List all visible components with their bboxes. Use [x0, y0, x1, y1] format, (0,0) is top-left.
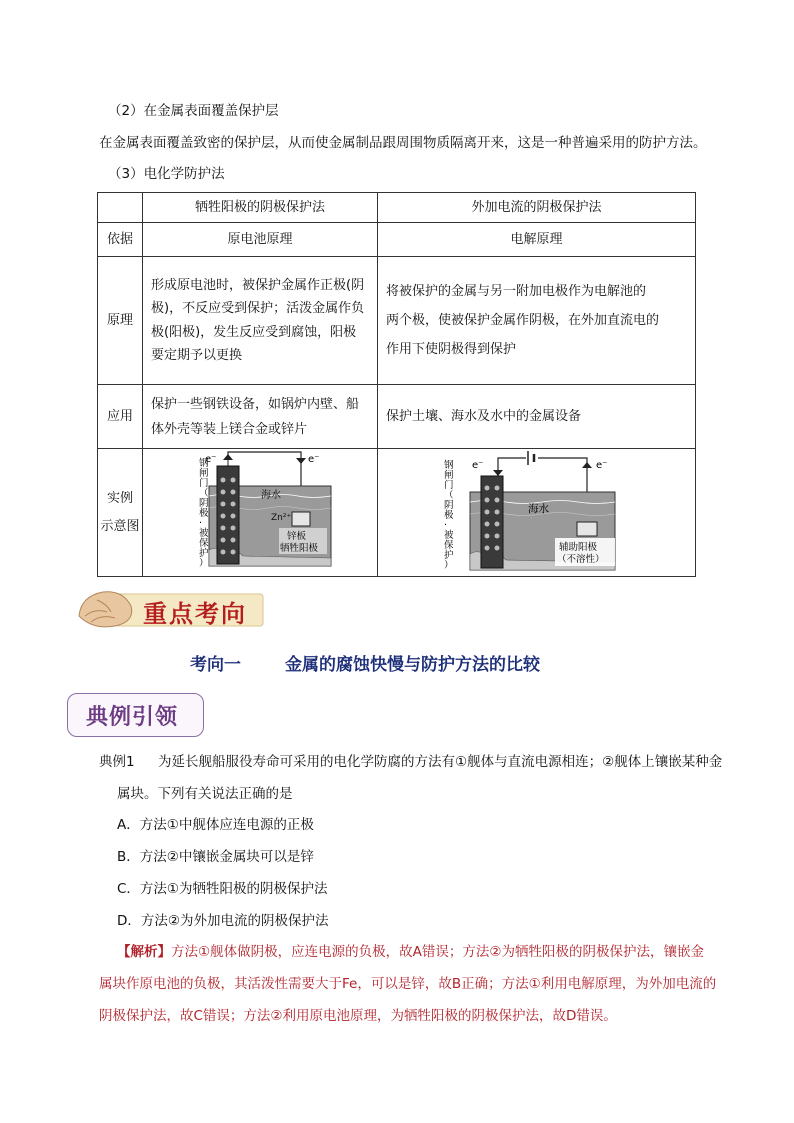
cell-line: 将被保护的金属与另一附加电极作为电解池的: [386, 284, 647, 299]
svg-text:（: （: [444, 489, 454, 501]
row-label-line: 实例: [106, 490, 133, 506]
svg-text:门: 门: [444, 479, 454, 491]
example-label: 典例1: [99, 754, 135, 770]
gate-label: [444, 459, 454, 571]
topic-label: 考向一: [190, 655, 241, 675]
table-row: [98, 385, 696, 449]
svg-text:被: 被: [199, 527, 209, 539]
row-label: 原理: [98, 257, 143, 385]
table-header-row: [98, 193, 696, 223]
analysis-line2: 属块作原电池的负极，其活泼性需要大于Fe，可以是锌，故B正确；方法①利用电解原理，为外加电流的: [99, 976, 717, 992]
key-focus-banner: [75, 586, 265, 630]
cell-line: 极(阳极)，发生反应受到腐蚀，阳极: [151, 324, 357, 340]
svg-text:·: ·: [199, 517, 203, 529]
anode-label: （不溶性）: [557, 553, 605, 565]
row-label-line: 示意图: [100, 518, 140, 534]
svg-text:被: 被: [444, 529, 454, 541]
table-row: [98, 223, 696, 257]
cell: 电解原理: [378, 223, 696, 257]
table-row: [98, 449, 696, 577]
table-row: [98, 257, 696, 385]
electron-label: e⁻: [205, 453, 217, 465]
sea-label: 海水: [528, 502, 549, 515]
svg-text:护: 护: [444, 549, 454, 561]
impressed-current-diagram: [378, 450, 698, 576]
svg-text:阴: 阴: [444, 499, 454, 511]
svg-text:（: （: [199, 487, 209, 499]
cell: 原电池原理: [143, 223, 378, 257]
cell: 保护土壤、海水及水中的金属设备: [378, 385, 696, 449]
svg-text:极: 极: [199, 507, 209, 519]
comparison-table: [97, 192, 696, 577]
table-header-sacrificial: 牺牲阳极的阴极保护法: [143, 193, 378, 223]
analysis-line3: 阴极保护法，故C错误；方法②利用原电池原理，为牺牲阳极的阴极保护法，故D错误。: [99, 1008, 617, 1024]
svg-text:护: 护: [199, 547, 209, 559]
section3-title: （3）电化学防护法: [108, 166, 225, 182]
svg-text:钢: 钢: [444, 459, 454, 471]
diagram-cell-impressed: [378, 449, 696, 577]
svg-text:·: ·: [444, 519, 448, 531]
row-label: 依据: [98, 223, 143, 257]
electron-label: e⁻: [596, 459, 608, 471]
example-banner-title: 典例引领: [86, 704, 179, 730]
ion-label: Zn²⁺: [271, 512, 292, 523]
example-banner: [67, 693, 204, 737]
svg-text:）: ）: [444, 559, 454, 571]
cell-line: 形成原电池时，被保护金属作正极(阴: [151, 277, 365, 293]
svg-text:）: ）: [199, 557, 209, 569]
anode-label: 辅助阳极: [559, 541, 598, 553]
diagram-cell-sacrificial: [143, 449, 378, 577]
table-header-impressed: 外加电流的阴极保护法: [378, 193, 696, 223]
cell-line: 要定期予以更换: [151, 348, 243, 363]
option-b: B．方法②中镶嵌金属块可以是锌: [117, 849, 314, 865]
svg-text:闸: 闸: [444, 469, 454, 481]
analysis-text: 方法①舰体做阴极，应连电源的负极，故A错误；方法②为牺牲阳极的阴极保护法，镶嵌金: [171, 944, 704, 960]
anode-label: 牺牲阳极: [280, 542, 319, 554]
section2-title: （2）在金属表面覆盖保护层: [108, 103, 279, 119]
svg-text:极: 极: [444, 509, 454, 521]
key-focus-title: 重点考向: [143, 599, 247, 628]
cell: [143, 385, 378, 449]
svg-text:保: 保: [199, 537, 209, 549]
gate-label: [199, 457, 209, 569]
cell-line: 作用下使阴极得到保护: [386, 342, 517, 357]
electron-label: e⁻: [472, 459, 484, 471]
cell-line: 极)，不反应受到保护；活泼金属作负: [151, 301, 365, 316]
example-stem-line2: 属块。下列有关说法正确的是: [117, 786, 293, 802]
sea-label: 海水: [261, 489, 281, 501]
cell-line: 保护一些钢铁设备，如锅炉内壁、船: [151, 396, 360, 412]
section2-body: 在金属表面覆盖致密的保护层，从而使金属制品跟周围物质隔离开来，这是一种普遍采用的防护方法。: [99, 135, 707, 151]
cell-line: 体外壳等装上镁合金或锌片: [151, 421, 308, 437]
table-header-empty: [98, 193, 143, 223]
svg-text:钢: 钢: [199, 457, 209, 469]
option-c: C．方法①为牺牲阳极的阴极保护法: [117, 881, 328, 897]
svg-text:保: 保: [444, 539, 454, 551]
sacrificial-anode-diagram: [143, 450, 377, 576]
anode-label: 锌板: [287, 530, 307, 542]
example-stem-line1: 为延长舰船服役寿命可采用的电化学防腐的方法有①舰体与直流电源相连；②舰体上镶嵌某种金: [158, 754, 723, 770]
electron-label: e⁻: [308, 453, 320, 465]
row-label: 应用: [98, 385, 143, 449]
topic-title: 金属的腐蚀快慢与防护方法的比较: [285, 655, 540, 675]
cell: [143, 257, 378, 385]
row-label: [98, 449, 143, 577]
svg-text:闸: 闸: [199, 467, 209, 479]
svg-text:门: 门: [199, 477, 209, 489]
option-d: D．方法②为外加电流的阴极保护法: [117, 913, 329, 929]
cell-line: 两个极，使被保护金属作阴极，在外加直流电的: [386, 313, 660, 328]
analysis-tag: 【解析】: [117, 944, 171, 960]
svg-text:阴: 阴: [199, 497, 209, 509]
option-a: A．方法①中舰体应连电源的正极: [117, 817, 314, 833]
analysis-line1: [117, 942, 704, 962]
cell: [378, 257, 696, 385]
